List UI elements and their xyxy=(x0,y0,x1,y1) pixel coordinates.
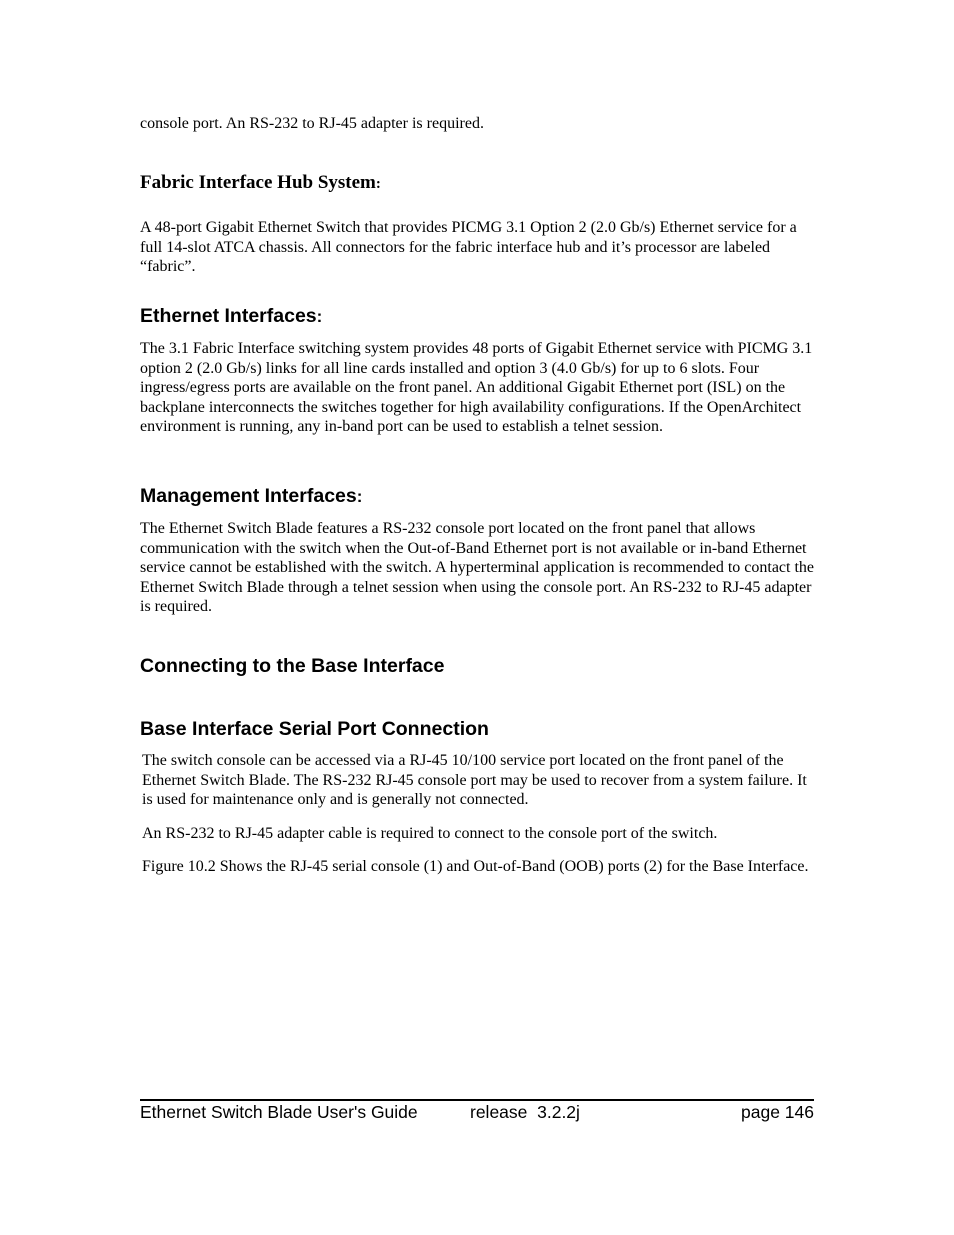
heading-colon: : xyxy=(316,307,323,326)
paragraph-management-interfaces: The Ethernet Switch Blade features a RS-232 console port located on the front panel that allows communication with the switch when the Out-of-Band Ethernet port is not available or in-band Ethernet service cannot be established with the switch. A hyperterminal application is recommended to contact the Ethernet Switch Blade through a telnet session when using the console port. An RS-232 to RJ-45 adapter is required. xyxy=(140,520,815,616)
footer-release: release 3.2.2j xyxy=(470,1102,580,1122)
heading-colon: : xyxy=(375,176,381,192)
footer-divider xyxy=(140,1099,814,1101)
heading-text: Ethernet Interfaces xyxy=(140,305,317,327)
paragraph-serial-port-3: Figure 10.2 Shows the RJ-45 serial console (1) and Out-of-Band (OOB) ports (2) for the Base Interface. xyxy=(142,858,809,875)
heading-text: Management Interfaces xyxy=(140,485,357,507)
footer-guide-title: Ethernet Switch Blade User's Guide xyxy=(140,1102,418,1122)
paragraph-serial-port-2: An RS-232 to RJ-45 adapter cable is required to connect to the console port of the switch. xyxy=(142,825,718,842)
paragraph-ethernet-interfaces: The 3.1 Fabric Interface switching system provides 48 ports of Gigabit Ethernet service with PICMG 3.1 option 2 (2.0 Gb/s) links for all line cards installed and option 3 (4.0 Gb/s) for up to 6 slots. Four ingress/egress ports are available on the front panel. An additional Gigabit Ethernet port (ISL) on the backplane interconnects the switches together for high availability configurations. If the OpenArchitect environment is running, any in-band port can be used to establish a telnet session. xyxy=(140,340,813,436)
heading-ethernet-interfaces xyxy=(140,305,322,328)
heading-text: Fabric Interface Hub System xyxy=(140,172,376,193)
paragraph-serial-port-1: The switch console can be accessed via a RJ-45 10/100 service port located on the front panel of the Ethernet Switch Blade. The RS-232 RJ-45 console port may be used to recover from a system failure. It is used for maintenance only and is generally not connected. xyxy=(142,752,807,809)
paragraph-fabric-interface-hub: A 48-port Gigabit Ethernet Switch that provides PICMG 3.1 Option 2 (2.0 Gb/s) Ethernet service for a full 14-slot ATCA chassis. All connectors for the fabric interface hub and it’s processor are labeled “fabric”. xyxy=(140,219,797,276)
heading-colon: : xyxy=(356,487,363,506)
footer-page-number: page 146 xyxy=(741,1102,814,1122)
heading-fabric-interface-hub xyxy=(140,172,381,195)
heading-management-interfaces xyxy=(140,485,362,508)
heading-base-interface-serial-port: Base Interface Serial Port Connection xyxy=(140,718,489,740)
heading-connecting-base-interface: Connecting to the Base Interface xyxy=(140,655,445,677)
top-paragraph: console port. An RS-232 to RJ-45 adapter is required. xyxy=(140,115,484,132)
